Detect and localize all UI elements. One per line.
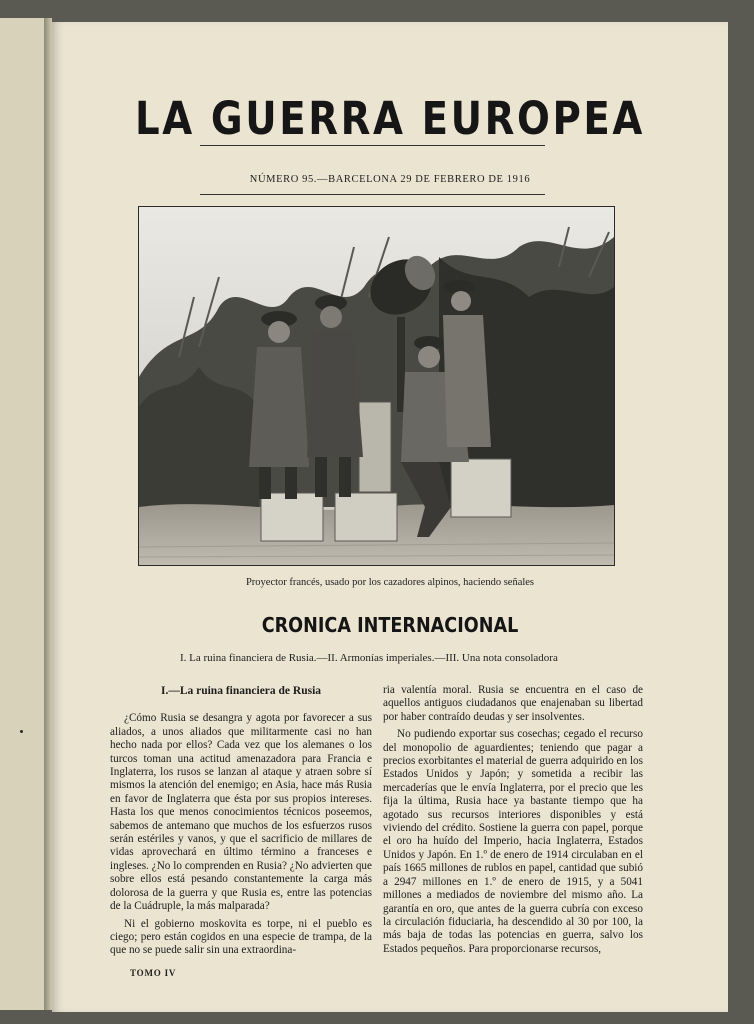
section-heading: I.—La ruina financiera de Rusia (160, 685, 322, 697)
masthead-title: LA GUERRA EUROPEA (135, 92, 645, 145)
photo (138, 206, 615, 566)
masthead-rule-top (200, 145, 545, 146)
volume-footer: TOMO IV (130, 968, 177, 978)
searchlight-photo-illustration (139, 207, 614, 565)
newspaper-page (52, 22, 728, 1012)
paragraph: Ni el gobierno moskovita es torpe, ni el pueblo es ciego; pero están cogidos en una especie de trampa, de la que no se puede salir sin una extraordina- (110, 917, 372, 957)
paragraph: ria valentía moral. Rusia se encuentra en el caso de aquellos antiguos ciudadanos que enajenaban su libertad por haber contraído deudas y ser insolventes. (383, 684, 643, 723)
book-spine (44, 18, 52, 1010)
issue-line: NÚMERO 95.—BARCELONA 29 DE FEBRERO DE 1916 (249, 174, 531, 185)
paragraph: ¿Cómo Rusia se desangra y agota por favorecer a sus aliados, a unos aliados que militarmente casi no han hecho nada por ellos? Cada vez que los alemanes o los turcos toman una actitud amenazadora para Francia e Inglaterra, los rusos se lanzan al ataque y atraen sobre sí mismos la atención del enemigo; en Asia, hace más Rusia en favor de Inglaterra que ésta por sus propios intereses. Hasta los que menos conocimientos técnicos poseemos, sabemos de antemano que muchos de los esfuerzos rusos serán estériles y vanos, y que el sacrificio de millares de vidas aprovechará en último término a franceses e ingleses. ¿No lo comprenden en Rusia? ¿No advierten que sobre ellos está pesando constantemente la carga más dolorosa de la guerra y que Rusia es, entre las potencias de la Cuádruple, la más malparada? (110, 712, 372, 913)
left-column (110, 684, 372, 962)
photo-caption: Proyector francés, usado por los cazadores alpinos, haciendo señales (245, 577, 535, 588)
article-summary: I. La ruina financiera de Rusia.—II. Armonías imperiales.—III. Una nota consoladora (180, 652, 558, 664)
right-column (383, 684, 643, 960)
article-title: CRONICA INTERNACIONAL (261, 613, 519, 637)
masthead-rule-bottom (200, 194, 545, 195)
paragraph: No pudiendo exportar sus cosechas; cegado el recurso del monopolio de aguardientes; teniendo que pagar a precios exorbitantes el material de guerra adquirido en los Estados Unidos y Japón; y sometida a recibir las mercaderías que le envía Inglaterra, por el precio que les fija la última, Rusia hace ya bastante tiempo que ha agotado sus recursos interiores disponibles y está viviendo del crédito. Sostiene la guerra con papel, porque el oro ha huído del Imperio, hacia Inglaterra, Estados Unidos y Japón. En 1.º de enero de 1914 circulaban en el país 1665 millones de rublos en papel, cantidad que subió a 2947 millones en 1.º de enero de 1915, y a 5041 millones a mediados de noviembre del mismo año. La garantía en oro, que antes de la guerra cubría con exceso la circulación fiduciaria, ha descendido al 30 por 100, la más baja de todas las potencias en guerra, salvo los Estados pequeños. Para proporcionarse recursos, (383, 728, 643, 955)
margin-mark (20, 730, 23, 733)
facing-page-edge (0, 18, 45, 1010)
